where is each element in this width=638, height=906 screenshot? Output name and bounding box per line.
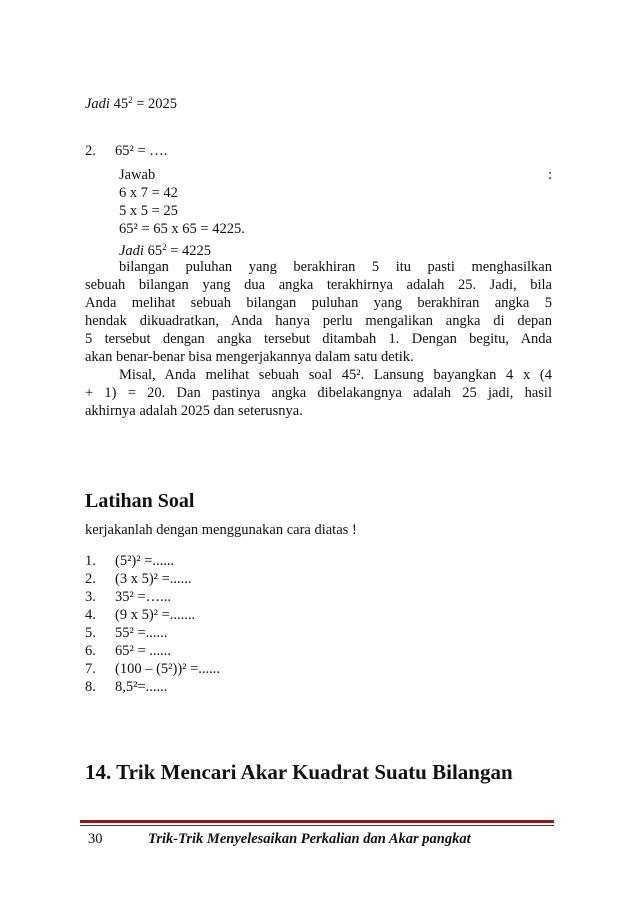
jadi-base: 45 [113, 96, 129, 112]
paragraph-1-line-2: sebuah bilangan yang dua angka terakhirnya adalah 25. Jadi, bila [85, 277, 552, 293]
item-text: 55² =...... [115, 625, 168, 641]
item-number: 1. [85, 553, 96, 569]
list-item [85, 606, 220, 624]
jadi-word: Jadi [85, 96, 110, 112]
paragraph-1-line-1: bilangan puluhan yang berakhiran 5 itu pasti menghasilkan [119, 259, 552, 275]
item-text: 65² = ...... [115, 643, 172, 659]
problem-item-2 [85, 142, 167, 160]
answer-jadi [119, 238, 211, 260]
answer-line-1: 6 x 7 = 42 [119, 185, 178, 201]
list-item [85, 678, 220, 696]
section-heading-14: 14. Trik Mencari Akar Kuadrat Suatu Bilangan [85, 760, 513, 784]
item-text: (100 – (5²))² =...... [115, 661, 221, 677]
jadi-word: Jadi [119, 243, 144, 259]
item-number: 4. [85, 607, 96, 623]
jadi-exponent: 2 [162, 242, 167, 252]
item-number: 7. [85, 661, 96, 677]
item-number: 3. [85, 589, 96, 605]
jadi-exponent: 2 [128, 95, 133, 105]
item-number: 6. [85, 643, 96, 659]
paragraph-2-line-1: Misal, Anda melihat sebuah soal 45². Lansung bayangkan 4 x (4 [119, 367, 552, 383]
exercise-list [85, 552, 220, 696]
page-number: 30 [88, 831, 103, 847]
answer-colon: : [547, 167, 552, 183]
jadi-result-45 [85, 91, 177, 113]
paragraph-1-line-4: hendak dikuadratkan, Anda hanya perlu mengalikan angka di depan [85, 313, 552, 329]
item-text: (5²)² =...... [115, 553, 175, 569]
problem-text: 65² = …. [115, 143, 168, 159]
answer-label-row [119, 166, 552, 184]
jadi-rest: = 2025 [132, 96, 178, 112]
list-item [85, 624, 220, 642]
item-text: (3 x 5)² =...... [115, 571, 192, 587]
list-item [85, 660, 220, 678]
list-item [85, 588, 220, 606]
footer-rule-thick [80, 820, 554, 823]
jadi-rest: = 4225 [166, 243, 212, 259]
item-number: 8. [85, 679, 96, 695]
list-item [85, 570, 220, 588]
paragraph-2-line-2: + 1) = 20. Dan pastinya angka dibelakangnya adalah 25 jadi, hasil [85, 385, 552, 401]
answer-line-2: 5 x 5 = 25 [119, 203, 178, 219]
answer-line-3: 65² = 65 x 65 = 4225. [119, 221, 245, 237]
item-text: 8,5²=...... [115, 679, 168, 695]
paragraph-2-line-3: akhirnya adalah 2025 dan seterusnya. [85, 403, 303, 419]
list-item [85, 642, 220, 660]
item-text: (9 x 5)² =....... [115, 607, 196, 623]
paragraph-1-line-6: akan benar-benar bisa mengerjakannya dalam satu detik. [85, 349, 414, 365]
latihan-instruction: kerjakanlah dengan menggunakan cara diatas ! [85, 522, 357, 538]
jadi-base: 65 [147, 243, 163, 259]
item-text: 35² =…... [115, 589, 172, 605]
paragraph-1-line-3: Anda melihat sebuah bilangan puluhan yang berakhiran angka 5 [85, 295, 552, 311]
footer-rule-thin [80, 825, 554, 826]
answer-label: Jawab [119, 167, 156, 183]
list-item [85, 552, 220, 570]
problem-number: 2. [85, 143, 96, 159]
paragraph-1-line-5: 5 tersebut dengan angka tersebut ditambah 1. Dengan begitu, Anda [85, 331, 552, 347]
section-heading-latihan: Latihan Soal [85, 490, 195, 512]
item-number: 2. [85, 571, 96, 587]
item-number: 5. [85, 625, 96, 641]
running-footer-title: Trik-Trik Menyelesaikan Perkalian dan Akar pangkat [148, 831, 471, 847]
